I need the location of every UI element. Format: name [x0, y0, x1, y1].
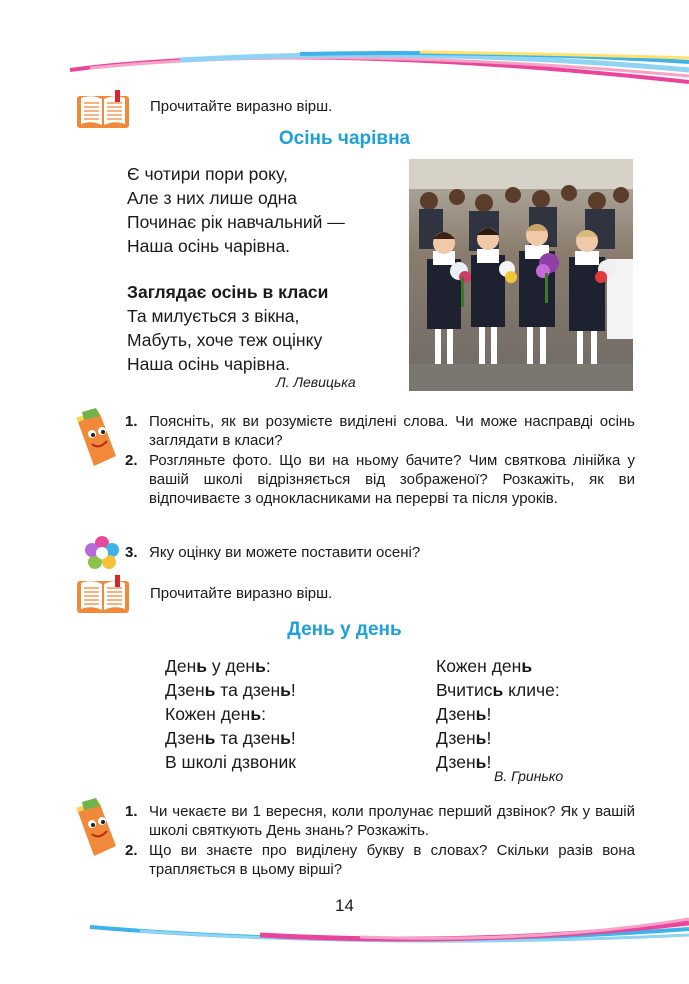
poem-author: В. Гринько [494, 768, 564, 784]
poem-title: Осінь чарівна [278, 128, 411, 149]
poem-line: Кожен день [436, 656, 533, 676]
question-text: Яку оцінку ви можете поставити осені? [149, 544, 421, 561]
question-text: Чи чекаєте ви 1 вересня, коли пролунає перший дзвінок? Як у вашій школі святкують День знань? Розкажіть. [149, 803, 635, 839]
poem-line: Та милується з вікна, [127, 306, 300, 326]
instruction-text: Прочитайте виразно вірш. [150, 585, 333, 602]
poem-title: День у день [287, 619, 402, 640]
poem-stanza-2 [127, 280, 328, 376]
pencil-character-icon [72, 408, 122, 470]
poem-line: Дзень та дзень! [165, 728, 296, 748]
open-book-icon [75, 90, 131, 130]
question-1 [125, 412, 635, 450]
poem2-column-right [436, 654, 560, 774]
bottom-swoosh-decoration [0, 915, 689, 955]
question-number: 2. [125, 842, 138, 859]
poem-line-bold: Заглядає осінь в класи [127, 282, 329, 302]
poem-line: Наша осінь чарівна. [127, 354, 291, 374]
poem-author: Л. Левицька [276, 374, 356, 390]
poem-line: Вчитись кличе: [436, 680, 560, 700]
poem-line: Є чотири пори року, [127, 164, 288, 184]
question-1 [125, 802, 635, 840]
questions-block-1 [125, 412, 635, 509]
pencil-character-icon [72, 798, 122, 860]
poem-line: Дзень! [436, 752, 492, 772]
question-3 [125, 543, 635, 563]
question-number: 1. [125, 413, 138, 430]
question-2 [125, 841, 635, 879]
top-swoosh-decoration [0, 40, 689, 90]
poem-line: Наша осінь чарівна. [127, 236, 291, 256]
poem-stanza-1 [127, 162, 345, 258]
question-number: 1. [125, 803, 138, 820]
instruction-text: Прочитайте виразно вірш. [150, 98, 333, 115]
question-2 [125, 451, 635, 508]
poem-line: Починає рік навчальний — [127, 212, 345, 232]
open-book-icon [75, 575, 131, 615]
flower-icon [84, 535, 120, 571]
question-text: Розгляньте фото. Що ви на ньому бачите? Чим святкова лінійка у вашій школі відрізняється від зображеної? Розкажіть, як ви відпочиваєте з однокласниками на перерві та після уроків. [149, 452, 635, 507]
question-number: 2. [125, 452, 138, 469]
question-text: Що ви знаєте про виділену букву в словах? Скільки разів вона трапляється в цьому вірші? [149, 842, 635, 878]
question-number: 3. [125, 544, 138, 561]
questions-block-2 [125, 802, 635, 880]
poem-line: Дзень! [436, 704, 492, 724]
poem-line: Але з них лише одна [127, 188, 297, 208]
poem2-column-left [165, 654, 296, 774]
poem-line: Кожен день: [165, 704, 266, 724]
question-text: Поясніть, як ви розумієте виділені слова. Чи може насправді осінь заглядати в класи? [149, 413, 635, 449]
poem-line: Дзень та дзень! [165, 680, 296, 700]
school-ceremony-photo [409, 159, 633, 391]
poem-line: В школі дзвоник [165, 752, 296, 772]
page-number: 14 [335, 896, 354, 915]
poem-line: День у день: [165, 656, 271, 676]
poem-line: Мабуть, хоче теж оцінку [127, 330, 323, 350]
poem-line: Дзень! [436, 728, 492, 748]
